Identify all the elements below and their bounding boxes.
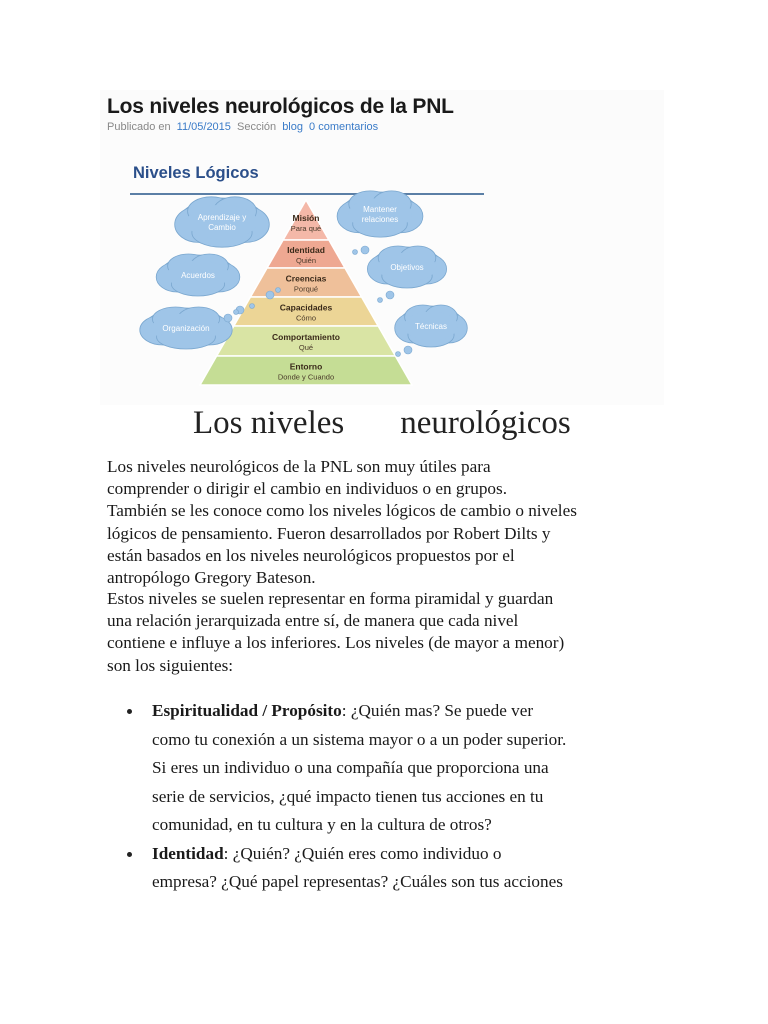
pyramid-level-question: Porqué (293, 284, 319, 294)
bullet-dot (127, 852, 132, 857)
list-item-text: : ¿Quién mas? Se puede ver (341, 701, 534, 720)
cloud-tail-bubble (250, 304, 255, 309)
intro-paragraph (107, 456, 667, 589)
post-title: Los niveles neurológicos de la PNL (107, 95, 454, 118)
list-item-text: : ¿Quién? ¿Quién eres como individuo o (223, 843, 502, 863)
list-item-term: Identidad (152, 843, 224, 863)
hierarchy-line: una relación jerarquizada entre sí, de manera que cada nivel (107, 611, 519, 631)
thought-cloud (337, 191, 423, 255)
cloud-label: Técnicas (414, 322, 448, 331)
cloud-tail-bubble (234, 310, 239, 315)
cloud-label: Aprendizaje y (197, 213, 247, 222)
section-heading-word1: Los niveles (193, 405, 345, 441)
cloud-body (187, 205, 258, 240)
list-item-text: serie de servicios, ¿qué impacto tienen tus acciones en tu (152, 786, 544, 806)
pyramid-level-name: Creencias (285, 273, 327, 284)
section-heading (193, 405, 571, 442)
intro-line: Los niveles neurológicos de la PNL son muy útiles para (107, 457, 491, 476)
pyramid-level-name: Entorno (289, 361, 323, 372)
section-prefix: Sección (236, 121, 277, 133)
cloud-tail-bubble (224, 314, 232, 322)
hierarchy-paragraph (107, 588, 667, 677)
list-item (107, 840, 667, 897)
thought-cloud (395, 305, 468, 357)
published-prefix: Publicado en (107, 121, 171, 133)
cloud-label: Cambio (208, 223, 236, 232)
bullet-dot (127, 709, 132, 714)
cloud-tail-bubble (266, 291, 274, 299)
cloud-label: Objetivos (390, 263, 424, 272)
cloud-tail-bubble (276, 288, 281, 293)
intro-line: También se les conoce como los niveles lógicos de cambio o niveles (107, 501, 577, 521)
hierarchy-line: son los siguientes: (107, 655, 234, 675)
list-item-text: empresa? ¿Qué papel representas? ¿Cuáles son tus acciones (152, 872, 563, 891)
pyramid-level-question: Qué (298, 343, 314, 352)
pyramid-level-name: Misión (292, 213, 320, 223)
pyramid-level-question: Cómo (295, 313, 317, 323)
intro-line: lógicos de pensamiento. Fueron desarrollados por Robert Dilts y (107, 523, 551, 543)
cloud-label: Acuerdos (181, 271, 215, 280)
hierarchy-line: Estos niveles se suelen representar en forma piramidal y guardan (107, 589, 554, 608)
pyramid-level-name: Comportamiento (272, 332, 340, 342)
logical-levels-figure (100, 140, 664, 405)
cloud-tail-bubble (353, 250, 358, 255)
cloud-label: Organización (162, 324, 210, 333)
cloud-tail-bubble (396, 352, 401, 357)
list-item-term: Espiritualidad / Propósito (152, 701, 342, 720)
intro-line: antropólogo Gregory Bateson. (107, 568, 316, 588)
comments-link[interactable]: 0 comentarios (309, 121, 379, 133)
cloud-tail-bubble (386, 291, 394, 299)
pyramid-level-question: Donde y Cuando (277, 372, 335, 382)
thought-cloud (367, 246, 446, 303)
list-item-text: como tu conexión a un sistema mayor o a un poder superior. (152, 729, 567, 749)
cloud-tail-bubble (361, 246, 369, 254)
logical-levels-diagram (100, 140, 664, 405)
section-heading-word2: neurológicos (400, 405, 571, 441)
section-link[interactable]: blog (282, 121, 303, 133)
list-item (107, 697, 667, 840)
list-item-text: Si eres un individuo o una compañía que proporciona una (152, 758, 549, 777)
cloud-label: Mantener (363, 205, 397, 214)
cloud-body (348, 198, 412, 230)
post-date-link[interactable]: 11/05/2015 (176, 121, 231, 133)
pyramid-level-question: Quién (295, 256, 317, 265)
post-meta (107, 121, 381, 133)
cloud-tail-bubble (404, 346, 412, 354)
cloud-label: relaciones (361, 215, 399, 224)
intro-line: están basados en los niveles neurológicos propuestos por el (107, 545, 515, 565)
intro-line: comprender o dirigir el cambio en individuos o en grupos. (107, 479, 507, 499)
figure-title: Niveles Lógicos (133, 164, 259, 182)
hierarchy-line: contiene e influye a los inferiores. Los niveles (de mayor a menor) (107, 633, 565, 653)
pyramid-level-name: Identidad (287, 245, 325, 255)
pyramid-level-name: Capacidades (279, 302, 333, 313)
list-item-text: comunidad, en tu cultura y en la cultura de otros? (152, 815, 492, 834)
pyramid-level-question: Para qué (290, 224, 322, 233)
levels-list (107, 697, 667, 897)
cloud-tail-bubble (378, 298, 383, 303)
